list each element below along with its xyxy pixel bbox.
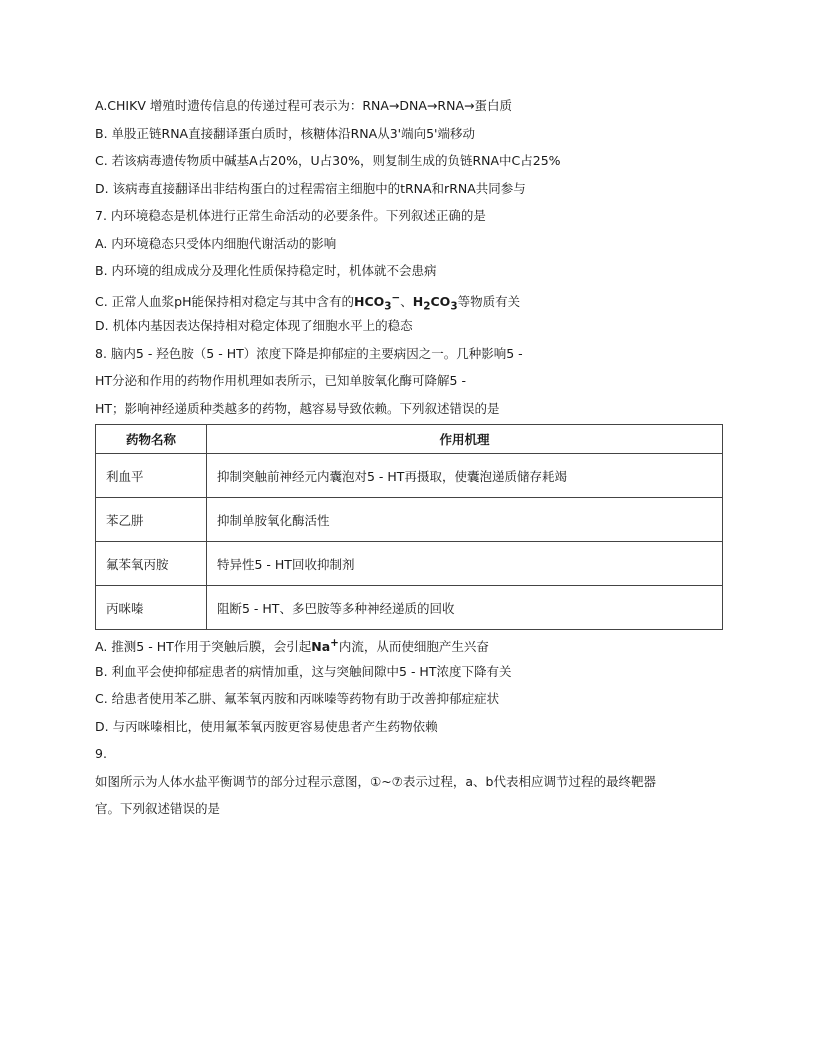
bicarbonate-formula: $HCO_3^-$ <box>354 291 401 313</box>
q8-option-d: D. 与丙咪嗪相比，使用氟苯氧丙胺更容易使患者产生药物依赖 <box>95 718 438 734</box>
q8-option-a-tail: 内流，从而使细胞产生兴奋 <box>338 639 489 655</box>
drug-name-cell: 丙咪嗪 <box>96 586 207 630</box>
q7-option-d: D. 机体内基因表达保持相对稳定体现了细胞水平上的稳态 <box>95 318 413 333</box>
mechanism-cell: 阻断5 - HT、多巴胺等多种神经递质的回收 <box>207 586 723 630</box>
q8-option-a <box>95 630 725 658</box>
sodium-ion-formula: Na+ <box>311 637 339 655</box>
table-row <box>96 498 723 542</box>
q7-option-c <box>95 285 725 313</box>
table-header-mechanism: 作用机理 <box>207 425 723 454</box>
q8-option-b: B. 利血平会使抑郁症患者的病情加重，这与突触间隙中5 - HT浓度下降有关 <box>95 663 512 679</box>
table-row <box>96 586 723 630</box>
q8-stem-line2: HT分泌和作用的药物作用机理如表所示，已知单胺氧化酶可降解5 - <box>95 373 466 388</box>
q8-option-c: C. 给患者使用苯乙肼、氟苯氧丙胺和丙咪嗪等药物有助于改善抑郁症症状 <box>95 691 500 706</box>
mechanism-cell: 抑制单胺氧化酶活性 <box>207 498 723 542</box>
table-header-row <box>96 425 723 454</box>
q6-option-c: C. 若该病毒遗传物质中碱基A占20%，U占30%，则复制生成的负链RNA中C占25% <box>95 153 561 168</box>
q7-stem: 7. 内环境稳态是机体进行正常生命活动的必要条件。下列叙述正确的是 <box>95 208 486 223</box>
mechanism-cell: 特异性5 - HT回收抑制剂 <box>207 542 723 586</box>
q6-option-b: B. 单股正链RNA直接翻译蛋白质时，核糖体沿RNA从3'端向5'端移动 <box>95 125 475 141</box>
q9-number: 9. <box>95 746 107 761</box>
q6-option-d: D. 该病毒直接翻译出非结构蛋白的过程需宿主细胞中的tRNA和rRNA共同参与 <box>95 180 526 196</box>
q7-option-c-text: C. 正常人血浆pH能保持相对稳定与其中含有的 <box>95 293 355 309</box>
table-header-drug: 药物名称 <box>96 425 207 454</box>
separator: 、 <box>400 293 413 309</box>
q6-option-a: A.CHIKV 增殖时遗传信息的传递过程可表示为：RNA→DNA→RNA→蛋白质 <box>95 98 512 113</box>
q9-stem-line2: 官。下列叙述错误的是 <box>95 801 221 816</box>
drug-mechanism-table <box>95 424 723 630</box>
q7-option-c-tail: 等物质有关 <box>457 293 521 309</box>
mechanism-cell: 抑制突触前神经元内囊泡对5 - HT再摄取，使囊泡递质储存耗竭 <box>207 454 723 498</box>
q8-stem-line3: HT；影响神经递质种类越多的药物，越容易导致依赖。下列叙述错误的是 <box>95 400 500 416</box>
drug-name-cell: 苯乙肼 <box>96 498 207 542</box>
drug-name-cell: 利血平 <box>96 454 207 498</box>
q8-stem-line1: 8. 脑内5 - 羟色胺（5 - HT）浓度下降是抑郁症的主要病因之一。几种影响5 - <box>95 345 523 361</box>
table-row <box>96 454 723 498</box>
q7-option-b: B. 内环境的组成成分及理化性质保持稳定时，机体就不会患病 <box>95 263 437 278</box>
table-row <box>96 542 723 586</box>
document-page <box>95 92 725 823</box>
q7-option-a: A. 内环境稳态只受体内细胞代谢活动的影响 <box>95 235 337 251</box>
carbonic-acid-formula: $H_2CO_3$ <box>412 293 458 313</box>
drug-name-cell: 氟苯氧丙胺 <box>96 542 207 586</box>
q9-stem-line1: 如图所示为人体水盐平衡调节的部分过程示意图，①~⑦表示过程，a、b代表相应调节过程的最终靶器 <box>95 773 656 789</box>
q8-option-a-text: A. 推测5 - HT作用于突触后膜，会引起 <box>95 639 312 655</box>
